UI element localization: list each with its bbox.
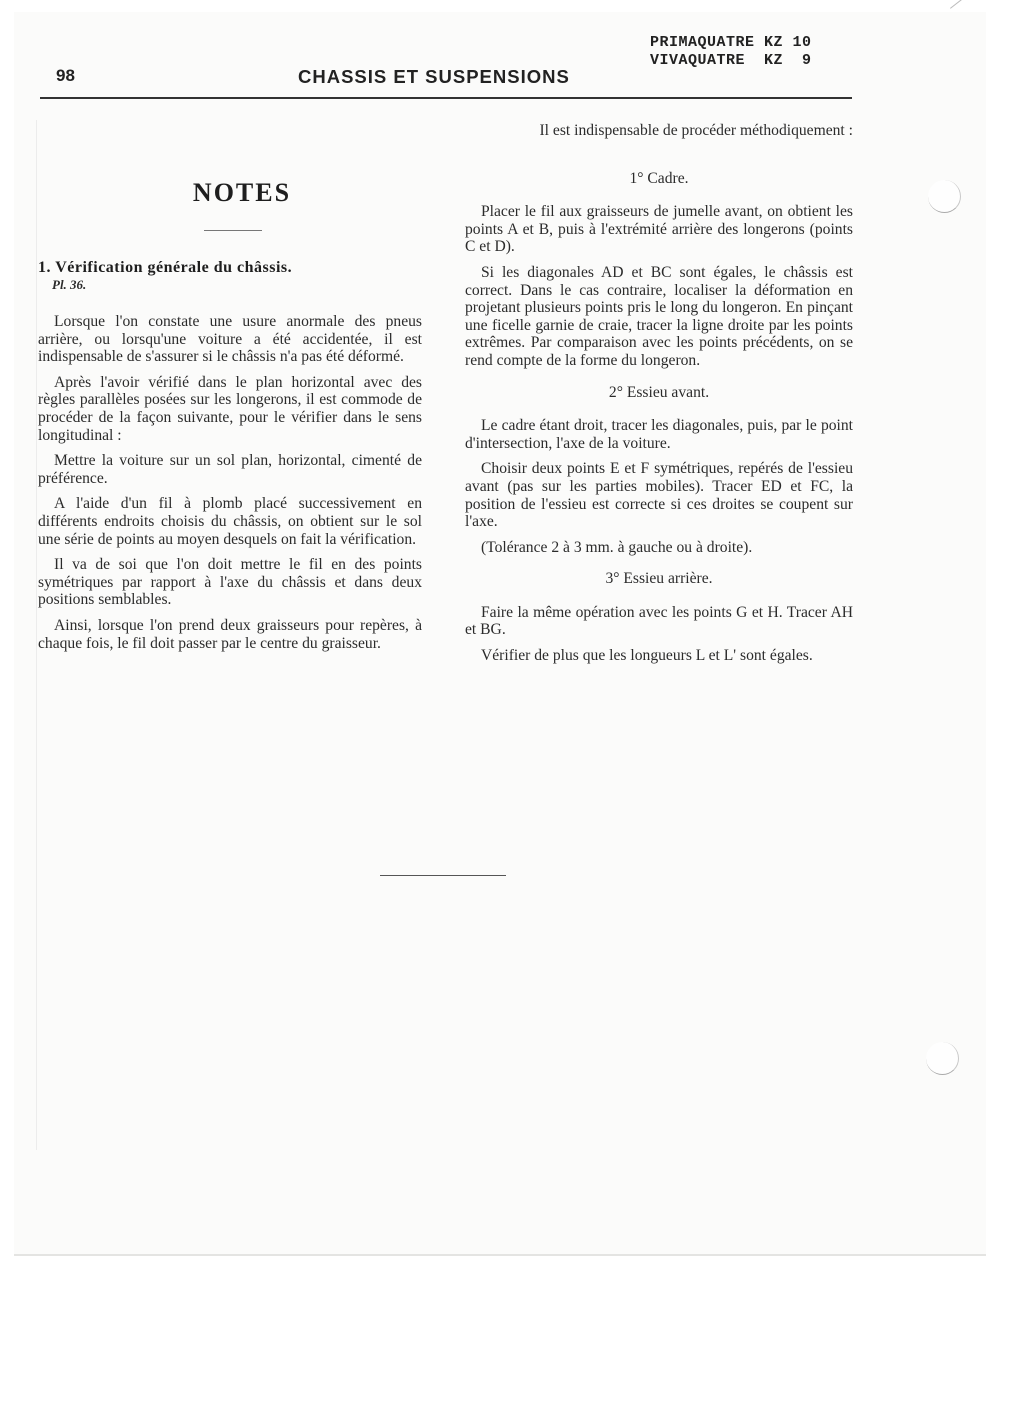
paragraph: Il va de soi que l'on doit mettre le fil en des points symétriques par rapport à l'axe du châssis et dans deux positions semblables. xyxy=(38,556,422,609)
paragraph: Le cadre étant droit, tracer les diagonales, puis, par le point d'intersection, l'axe de la voiture. xyxy=(465,417,853,452)
model-line-vivaquatre: VIVAQUATRE KZ 9 xyxy=(650,52,812,69)
paragraph: Mettre la voiture sur un sol plan, horizontal, cimenté de préférence. xyxy=(38,452,422,487)
subheading-essieu-arriere: 3° Essieu arrière. xyxy=(605,570,713,588)
sheet-edge xyxy=(14,1254,986,1256)
page-number: 98 xyxy=(56,66,75,85)
model-line-primaquatre: PRIMAQUATRE KZ 10 xyxy=(650,34,812,51)
section-title: 1. Vérification générale du châssis. xyxy=(38,259,293,276)
paragraph: Lorsque l'on constate une usure anormale des pneus arrière, ou lorsqu'une voiture a été accidentée, il est indispensable de s'assurer si le châssis n'a pas été déformé. xyxy=(38,313,422,366)
header-rule xyxy=(40,97,852,99)
scan-shadow-line xyxy=(36,120,37,1150)
paragraph: Ainsi, lorsque l'on prend deux graisseurs pour repères, à chaque fois, le fil doit passer par le centre du graisseur. xyxy=(38,616,422,652)
paragraph: Choisir deux points E et F symétriques, repérés de l'essieu avant (pas sur les parties mobiles). Tracer ED et FC, la position de l'essieu est correcte si ces droites se coupent sur l'axe. xyxy=(465,460,853,531)
running-title: CHASSIS ET SUSPENSIONS xyxy=(298,66,570,87)
paragraph: Placer le fil aux graisseurs de jumelle avant, on obtient les points A et B, puis à l'extrémité arrière des longerons (points C et D). xyxy=(465,203,853,256)
subheading-cadre: 1° Cadre. xyxy=(629,169,689,187)
subheading-essieu-avant: 2° Essieu avant. xyxy=(608,383,710,401)
plate-reference: Pl. 36. xyxy=(52,277,87,292)
paragraph: A l'aide d'un fil à plomb placé successivement en différents endroits choisis du châssis, on obtient sur le sol une série de points au moyen desquels on fait la vérification. xyxy=(38,495,422,548)
paragraph: Si les diagonales AD et BC sont égales, le châssis est correct. Dans le cas contraire, localiser la déformation en projetant plusieurs points pris le long du longeron. En pinçant une ficelle garnie de craie, tracer la ligne droite par les points extrêmes. Par comparaison avec les points précédents, on se rend compte de la forme du longeron. xyxy=(465,263,853,369)
notes-heading: NOTES xyxy=(192,178,292,207)
punch-hole-bottom xyxy=(926,1042,959,1075)
intro-line: Il est indispensable de procéder méthodiquement : xyxy=(539,122,853,139)
notes-rule xyxy=(204,230,262,231)
paragraph: Faire la même opération avec les points G et H. Tracer AH et BG. xyxy=(465,603,853,639)
end-rule xyxy=(380,875,506,876)
paragraph: (Tolérance 2 à 3 mm. à gauche ou à droite). xyxy=(481,538,753,556)
paragraph: Après l'avoir vérifié dans le plan horizontal avec des règles parallèles posées sur les longerons, il est commode de procéder de la façon suivante, pour le vérifier dans le sens longitudinal : xyxy=(38,373,422,444)
right-column xyxy=(465,122,853,673)
left-column xyxy=(38,178,422,660)
corner-fold-mark xyxy=(950,0,982,9)
punch-hole-top xyxy=(928,180,961,213)
paragraph: Vérifier de plus que les longueurs L et L' sont égales. xyxy=(481,647,813,665)
